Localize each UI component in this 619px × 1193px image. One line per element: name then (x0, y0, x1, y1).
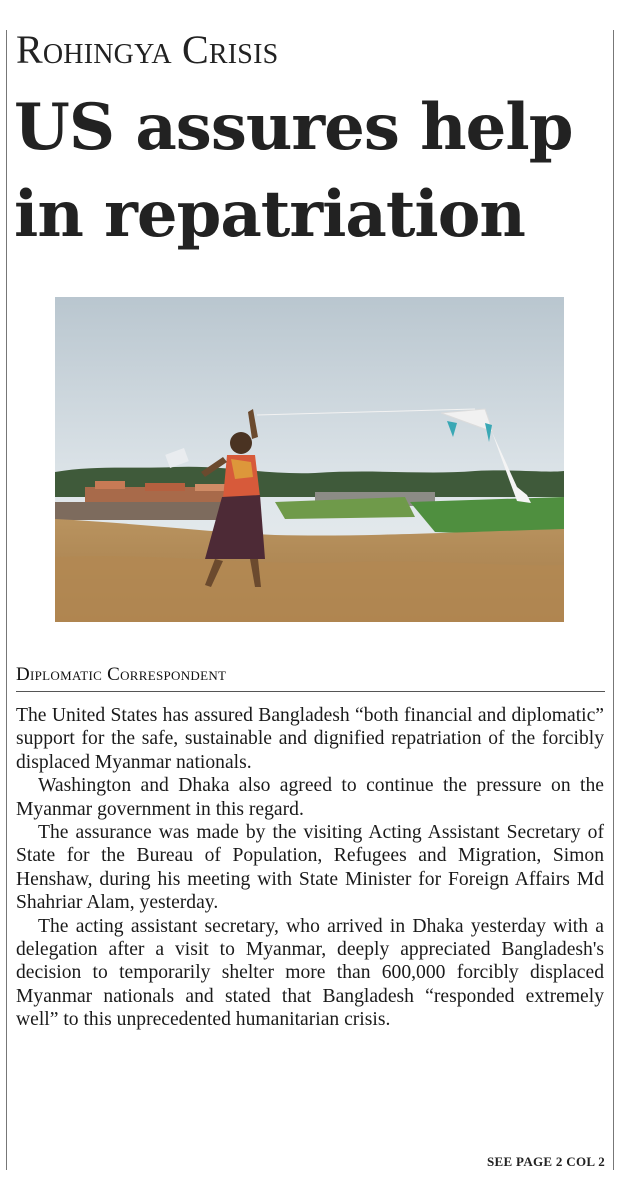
headline-line-1: US assures help (14, 90, 573, 165)
section-kicker: Rohingya Crisis (16, 27, 279, 72)
page-border-left (6, 30, 7, 1170)
news-photo (55, 297, 564, 622)
continuation-note: SEE PAGE 2 COL 2 (487, 1154, 605, 1169)
byline-divider (16, 691, 605, 692)
paragraph: The acting assistant secretary, who arrived in Dhaka yesterday with a delegation after a visit to Myanmar, deeply appreciated Bangladesh's decision to temporarily shelter more than 600,000 forcibly displaced Myanmar nationals and stated that Bangladesh “responded extremely well” to this unprecedented humanitarian crisis. (16, 915, 604, 1031)
byline: Diplomatic Correspondent (16, 664, 227, 685)
headline (14, 84, 614, 258)
paragraph: Washington and Dhaka also agreed to continue the pressure on the Myanmar government in this regard. (16, 775, 604, 820)
headline-line-2: in repatriation (14, 177, 525, 252)
article-body (16, 704, 604, 1032)
paragraph: The United States has assured Bangladesh “both financial and diplomatic” support for the safe, sustainable and dignified repatriation of the forcibly displaced Myanmar nationals. (16, 705, 604, 773)
paragraph: The assurance was made by the visiting Acting Assistant Secretary of State for the Bureau of Population, Refugees and Migration, Simon Henshaw, during his meeting with State Minister for Foreign Affairs Md Shahriar Alam, yesterday. (16, 822, 604, 914)
